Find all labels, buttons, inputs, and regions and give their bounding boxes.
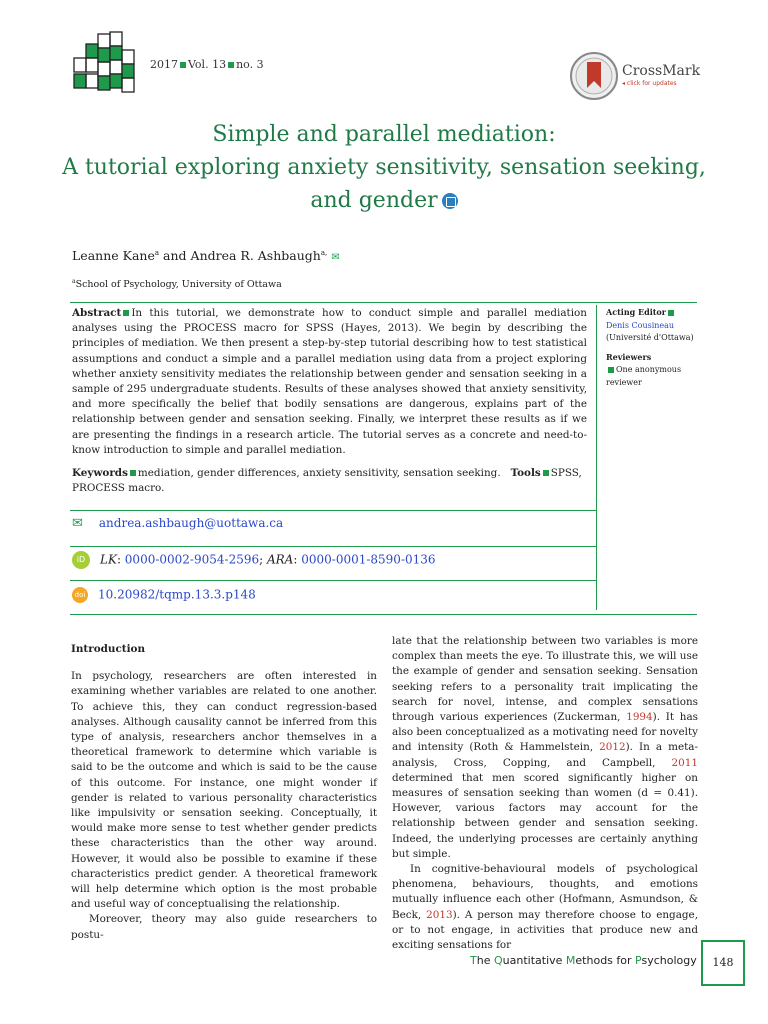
footer-word: he (476, 954, 494, 967)
body-column-left (71, 642, 377, 943)
separator-square-icon (543, 470, 549, 476)
email-row (72, 516, 283, 531)
abstract-text: In this tutorial, we demonstrate how to conduct simple and parallel mediation analyses using the PROCESS macro for SPSS (Hayes, 2013). We begin by describing the principles of mediation. We then present a step-by-step tutorial describing how to test statistical assumptions and conduct a simple and a parallel mediation using data from a project exploring whether anxiety sensitivity mediates the relationship between gender and sensation seeking in a sample of 295 undergraduate students. Results of these analyses showed that anxiety sensitivity, and more specifically the belief that bodily sensations are dangerous, explains part of the relationship between gender and sensation seeking. Finally, we interpret these results as if we are presenting the findings in a research article. The tutorial serves as a concrete and need-to-know introduction to simple and parallel mediation. (72, 307, 587, 456)
footer-word: ethods for (575, 954, 636, 967)
keywords-label: Keywords (72, 467, 128, 479)
footer-letter: M (565, 954, 576, 967)
lk-orcid-link[interactable]: 0000-0002-9054-2596 (124, 552, 260, 567)
crossmark-title[interactable]: CrossMark (622, 63, 701, 79)
divider (596, 305, 597, 610)
divider (70, 302, 697, 303)
author-conj: and (163, 248, 187, 263)
ara-orcid-link[interactable]: 0000-0001-8590-0136 (301, 552, 436, 567)
editorial-sidebar (606, 306, 698, 390)
section-heading: Introduction (71, 643, 145, 655)
editor-affiliation: (Université d'Ottawa) (606, 333, 694, 343)
issue-info (150, 58, 264, 71)
author-1: Leanne Kane (72, 248, 155, 263)
issue-year: 2017 (150, 58, 178, 71)
title-line-1: Simple and parallel mediation: (212, 122, 556, 147)
doi-link[interactable]: 10.20982/tqmp.13.3.p148 (98, 587, 256, 602)
footer-word: sychology (641, 954, 697, 967)
text-run: determined that men scored significantly higher on measures of sensation seeking than women (d = 0.41). However, various factors may account for the relationship between gender and sensation seeking. Indeed, the underlying processes are certainly anything but simple. (392, 771, 698, 860)
email-link[interactable]: andrea.ashbaugh@uottawa.ca (98, 516, 284, 530)
orcid-icon: iD (72, 551, 90, 569)
citation-link[interactable]: 2012 (599, 741, 626, 754)
paragraph (392, 862, 698, 953)
reviewers-text: One anonymous reviewer (606, 365, 682, 387)
separator-square-icon (608, 367, 614, 373)
page-number: 148 (701, 940, 745, 986)
editor-name-link[interactable]: Denis Cousineau (606, 320, 675, 330)
separator-square-icon (668, 310, 674, 316)
separator-square-icon (123, 310, 129, 316)
author-1-sup: a (154, 248, 160, 257)
orcid-row: iD LK: 0000-0002-9054-2596; ARA: 0000-0001-8590-0136 (72, 551, 436, 569)
affiliation-text: School of Psychology, University of Ottawa (75, 279, 282, 291)
crossmark-sub-text: click for updates (626, 80, 677, 87)
lk-label: LK (100, 552, 117, 567)
separator-square-icon (228, 62, 234, 68)
text-run: ). A person may therefore choose to engage, or to not engage, in activities that produce new and exciting sensations for (392, 908, 698, 952)
journal-footer (470, 954, 697, 967)
crossmark-sub[interactable]: ◂ click for updates (622, 80, 677, 87)
paragraph: Moreover, theory may also guide researchers to postu- (71, 913, 377, 941)
keywords (72, 466, 587, 496)
tools-label: Tools (510, 467, 541, 479)
title-line-3: and gender (310, 188, 438, 213)
text-run: late that the relationship between two variables is more complex than meets the eye. To illustrate this, we will use the example of gender and sensation seeking. Sensation seeking refers to a personality trait implicating the search for novel, intense, and complex sensations through various experiences (Zuckerman, (392, 635, 698, 724)
author-2: Andrea R. Ashbaugh (190, 248, 321, 263)
footer-word: uantitative (502, 954, 566, 967)
issue-number: no. 3 (236, 58, 264, 71)
reviewers-label: Reviewers (606, 351, 652, 362)
journal-logo (72, 30, 140, 98)
abstract-label: Abstract (72, 307, 122, 319)
footer-letter: T (470, 954, 477, 967)
text-run: ). In a meta-analysis, Cross, Copping, and Campbell, (392, 741, 698, 769)
abstract (72, 306, 587, 458)
divider (70, 580, 597, 581)
footer-letter: Q (493, 954, 503, 967)
citation-link[interactable]: 1994 (626, 711, 653, 724)
author-2-sup: a, (320, 248, 328, 257)
citation-link[interactable]: 2011 (671, 756, 698, 769)
ara-label: ARA (266, 552, 294, 567)
paragraph: In psychology, researchers are often interested in examining whether variables are related to one another. To achieve this, they can conduct regression-based analyses. Although causality cannot be inferred from this type of analysis, researchers anchor themselves in a theoretical framework to determine which variable is said to be the outcome and which is said to be the cause of this outcome. For instance, one might wonder if gender is related to various personality characteristics like impulsivity or sensation seeking. Conceptually, it would make more sense to test whether gender predicts these characteristics than the other way around. However, it would also be possible to examine if these characteristics predict gender. A theoretical framework will help determine which option is the most probable and useful way of conceptualising the relationship. (71, 670, 377, 911)
editor-label: Acting Editor (606, 307, 666, 317)
citation-link[interactable]: 2013 (426, 908, 453, 921)
affiliation (72, 278, 282, 290)
envelope-icon: ✉ (72, 516, 83, 531)
separator-square-icon (130, 470, 136, 476)
body-column-right (392, 634, 698, 953)
footer-letter: P (635, 954, 642, 967)
authors (72, 248, 340, 263)
mail-icon[interactable]: ✉ (331, 252, 340, 263)
text-run: ). It has also been conceptualized as a motivating need for novelty and intensity (Roth & Hammelstein, (392, 711, 698, 754)
divider (70, 546, 597, 547)
doi-row (72, 587, 256, 603)
title-line-2: A tutorial exploring anxiety sensitivity, sensation seeking, (62, 155, 706, 180)
paragraph (392, 634, 698, 862)
divider (70, 614, 697, 615)
issue-volume: Vol. 13 (188, 58, 227, 71)
separator-square-icon (180, 62, 186, 68)
text-run: In cognitive-behavioural models of psychological phenomena, behaviours, thoughts, and emotions mutually influence each other (Hofmann, Asmundson, & Beck, (392, 863, 698, 921)
article-title (40, 118, 728, 217)
doi-icon: doi (72, 587, 88, 603)
divider (70, 510, 597, 511)
keywords-text: mediation, gender differences, anxiety sensitivity, sensation seeking. (137, 467, 501, 479)
tools-text: SPSS, PROCESS macro. (72, 467, 582, 495)
open-data-badge-icon[interactable] (442, 193, 458, 209)
affiliation-sup: a (72, 278, 76, 285)
